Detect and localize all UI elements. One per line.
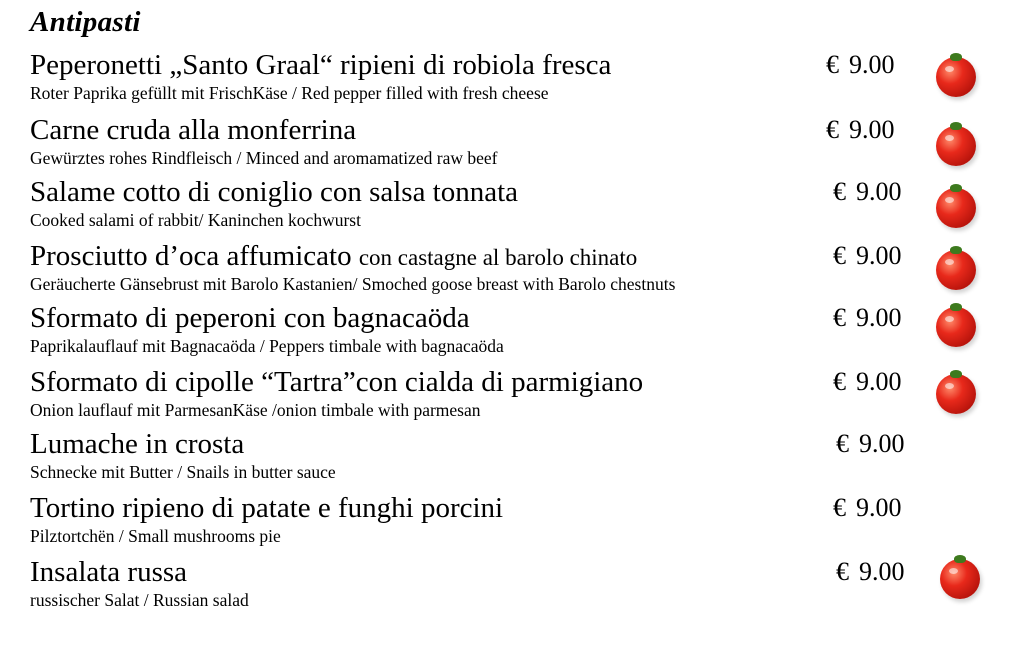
item-name: Tortino ripieno di patate e funghi porcini xyxy=(30,492,504,524)
item-price: € 9.00 xyxy=(836,557,905,586)
item-name: Insalata russa xyxy=(30,556,188,588)
item-price: € 9.00 xyxy=(826,50,895,79)
item-price: € 9.00 xyxy=(826,115,895,144)
item-description: Roter Paprika gefüllt mit FrischKäse / Red pepper filled with fresh cheese xyxy=(30,83,549,103)
item-name: Salame cotto di coniglio con salsa tonnata xyxy=(30,176,519,208)
item-price: € 9.00 xyxy=(833,367,902,396)
section-title: Antipasti xyxy=(30,6,141,38)
tomato-icon xyxy=(936,250,976,290)
item-name: Carne cruda alla monferrina xyxy=(30,114,357,146)
item-description: Paprikalauflauf mit Bagnacaöda / Peppers timbale with bagnacaöda xyxy=(30,336,504,356)
menu-item xyxy=(0,492,1024,554)
tomato-icon xyxy=(936,126,976,166)
tomato-icon xyxy=(936,57,976,97)
menu-item xyxy=(0,49,1024,111)
item-description: Cooked salami of rabbit/ Kaninchen kochwurst xyxy=(30,210,361,230)
menu-item xyxy=(0,556,1024,618)
item-description: Gewürztes rohes Rindfleisch / Minced and aromamatized raw beef xyxy=(30,148,498,168)
item-price: € 9.00 xyxy=(836,429,905,458)
item-description: Geräucherte Gänsebrust mit Barolo Kastanien/ Smoched goose breast with Barolo chestnuts xyxy=(30,274,676,294)
menu-item xyxy=(0,240,1024,302)
tomato-icon xyxy=(936,374,976,414)
item-name: Peperonetti „Santo Graal“ ripieni di robiola fresca xyxy=(30,49,612,81)
item-description: Onion lauflauf mit ParmesanKäse /onion timbale with parmesan xyxy=(30,400,481,420)
menu-item xyxy=(0,366,1024,428)
item-price: € 9.00 xyxy=(833,177,902,206)
menu-item xyxy=(0,114,1024,176)
menu-item xyxy=(0,302,1024,364)
tomato-icon xyxy=(936,307,976,347)
menu-item xyxy=(0,176,1024,238)
item-description: russischer Salat / Russian salad xyxy=(30,590,249,610)
item-description: Pilztortchën / Small mushrooms pie xyxy=(30,526,281,546)
menu-item xyxy=(0,428,1024,490)
item-name: Prosciutto d’oca affumicato con castagne al barolo chinato xyxy=(30,240,638,272)
tomato-icon xyxy=(940,559,980,599)
item-price: € 9.00 xyxy=(833,303,902,332)
item-name: Sformato di peperoni con bagnacaöda xyxy=(30,302,470,334)
item-name: Lumache in crosta xyxy=(30,428,245,460)
item-price: € 9.00 xyxy=(833,493,902,522)
tomato-icon xyxy=(936,188,976,228)
item-description: Schnecke mit Butter / Snails in butter sauce xyxy=(30,462,336,482)
item-name: Sformato di cipolle “Tartra”con cialda di parmigiano xyxy=(30,366,644,398)
item-price: € 9.00 xyxy=(833,241,902,270)
